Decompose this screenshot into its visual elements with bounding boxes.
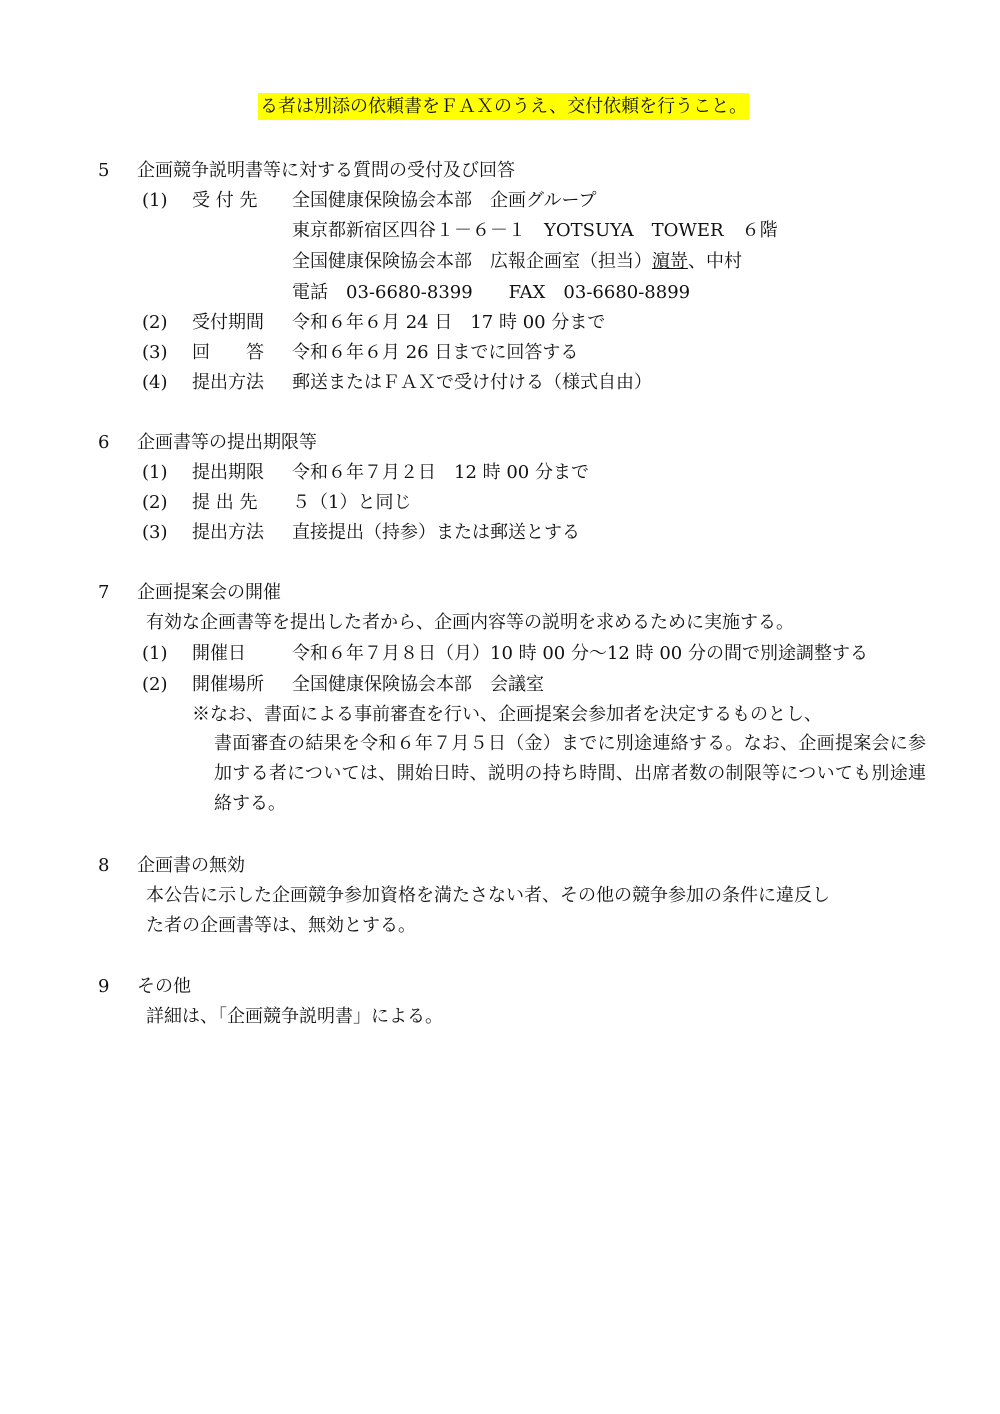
s7-item1-value: 令和６年７月８日（月）10 時 00 分～12 時 00 分の間で別途調整する — [292, 643, 868, 664]
s5-item2-value: 令和６年６月 24 日 17 時 00 分まで — [292, 312, 606, 333]
contact-person-underlined: 濵嵜 — [652, 251, 688, 272]
s7-intro: 有効な企画書等を提出した者から、企画内容等の説明を求めるために実施する。 — [146, 612, 794, 633]
section-6-number: 6 — [98, 432, 110, 453]
s5-item1-phone: 電話 03-6680-8399 FAX 03-6680-8899 — [292, 282, 691, 303]
s7-item2-number: (2) — [142, 674, 168, 695]
section-9-title: その他 — [137, 976, 191, 997]
s5-item1-contact — [292, 253, 742, 271]
s9-body: 詳細は、「企画競争説明書」による。 — [146, 1006, 443, 1027]
contact-person-rest: 、中村 — [688, 251, 742, 272]
s5-item4-value: 郵送またはＦＡＸで受け付ける（様式自由） — [292, 372, 652, 393]
s5-item2-number: (2) — [142, 312, 168, 333]
s5-item1-number: (1) — [142, 190, 168, 211]
s8-body-line2: た者の企画書等は、無効とする。 — [146, 915, 416, 936]
section-5-title: 企画競争説明書等に対する質問の受付及び回答 — [137, 160, 515, 181]
s5-item4-number: (4) — [142, 372, 168, 393]
section-9-number: 9 — [98, 976, 110, 997]
s5-item3-value: 令和６年６月 26 日までに回答する — [292, 342, 579, 363]
s7-item2-label: 開催場所 — [192, 674, 264, 695]
contact-department: 全国健康保険協会本部 広報企画室（担当） — [292, 251, 652, 272]
highlight-text: る者は別添の依頼書をＦＡＸのうえ、交付依頼を行うこと。 — [258, 93, 749, 120]
section-7-number: 7 — [98, 582, 110, 603]
s6-item1-label: 提出期限 — [192, 462, 264, 483]
highlighted-line — [258, 98, 749, 116]
s8-body-line1: 本公告に示した企画競争参加資格を満たさない者、その他の競争参加の条件に違反し — [146, 885, 830, 906]
section-8-title: 企画書の無効 — [137, 855, 245, 876]
s5-item2-label: 受付期間 — [192, 312, 264, 333]
s6-item1-value: 令和６年７月２日 12 時 00 分まで — [292, 462, 589, 483]
s6-item3-number: (3) — [142, 522, 168, 543]
s5-item3-number: (3) — [142, 342, 168, 363]
s6-item1-number: (1) — [142, 462, 168, 483]
s6-item3-value: 直接提出（持参）または郵送とする — [292, 522, 580, 543]
s5-item1-address: 東京都新宿区四谷１－６－１ YOTSUYA TOWER ６階 — [292, 220, 778, 241]
s7-item1-label: 開催日 — [192, 643, 246, 664]
section-6-title: 企画書等の提出期限等 — [137, 432, 317, 453]
section-5-number: 5 — [98, 160, 110, 181]
s5-item3-label: 回 答 — [192, 342, 264, 363]
s5-item4-label: 提出方法 — [192, 372, 264, 393]
s6-item2-value: ５（1）と同じ — [292, 492, 412, 513]
section-8-number: 8 — [98, 855, 110, 876]
s6-item3-label: 提出方法 — [192, 522, 264, 543]
s5-item1-line1: 全国健康保険協会本部 企画グループ — [292, 190, 597, 211]
s7-note-first-line: ※なお、書面による事前審査を行い、企画提案会参加者を決定するものとし、 — [192, 704, 822, 725]
s7-item1-number: (1) — [142, 643, 168, 664]
s5-item1-label: 受 付 先 — [192, 190, 258, 211]
s7-item2-value: 全国健康保険協会本部 会議室 — [292, 674, 544, 695]
section-7-title: 企画提案会の開催 — [137, 582, 281, 603]
s6-item2-label: 提 出 先 — [192, 492, 258, 513]
s6-item2-number: (2) — [142, 492, 168, 513]
s7-note-body: 書面審査の結果を令和６年７月５日（金）までに別途連絡する。なお、企画提案会に参加する者については、開始日時、説明の持ち時間、出席者数の制限等についても別途連絡する。 — [214, 733, 926, 814]
